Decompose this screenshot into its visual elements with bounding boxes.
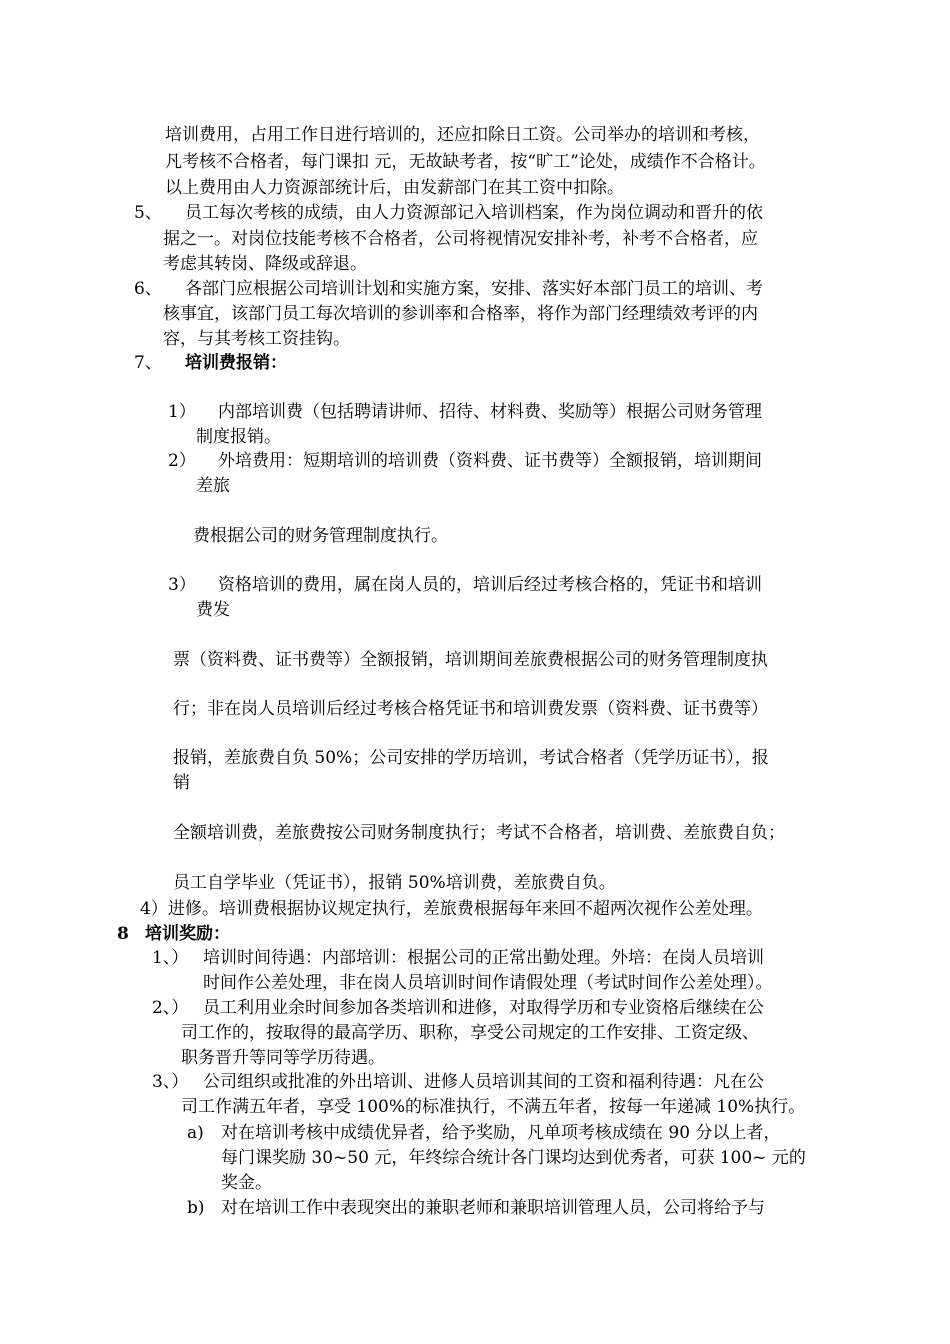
paragraph-line: 员工每次考核的成绩，由人力资源部记入培训档案，作为岗位调动和晋升的依: [185, 203, 763, 223]
list-marker: a): [187, 1123, 204, 1143]
paragraph-line: 核事宜，该部门员工每次培训的参训率和合格率，将作为部门经理绩效考评的内: [163, 304, 758, 324]
item-number: 6、: [134, 279, 162, 299]
paragraph-line: 4）进修。培训费根据协议规定执行，差旅费根据每年来回不超两次视作公差处理。: [140, 899, 763, 919]
item-number: 7、: [134, 353, 162, 373]
paragraph-line: 容，与其考核工资挂钩。: [163, 329, 350, 349]
paragraph-line: 费根据公司的财务管理制度执行。: [193, 526, 448, 546]
sub-item-number: 2）: [168, 451, 196, 471]
item-number: 3、）: [152, 1072, 189, 1092]
section-heading: 培训奖励：: [145, 924, 230, 944]
paragraph-line: 公司组织或批准的外出培训、进修人员培训其间的工资和福利待遇：凡在公: [203, 1072, 764, 1092]
sub-item-number: 3）: [168, 575, 196, 595]
list-marker: b): [187, 1198, 205, 1218]
paragraph-line: 全额培训费，差旅费按公司财务制度执行；考试不合格者，培训费、差旅费自负；: [173, 823, 785, 843]
paragraph-line: 每门课奖励 30~50 元，年终综合统计各门课均达到优秀者，可获 100~ 元的: [221, 1148, 806, 1168]
sub-item-number: 1）: [168, 402, 196, 422]
item-number: 8: [117, 924, 129, 944]
item-number: 1、）: [152, 948, 189, 968]
paragraph-line: 时间作公差处理，非在岗人员培训时间作请假处理（考试时间作公差处理）。: [203, 973, 773, 993]
paragraph-line: 费发: [196, 600, 230, 620]
item-number: 2、）: [152, 998, 189, 1018]
paragraph-line: 司工作的，按取得的最高学历、职称，享受公司规定的工作安排、工资定级、: [181, 1023, 759, 1043]
paragraph-line: 凡考核不合格者，每门课扣 元，无故缺考者，按“旷工”论处，成绩作不合格计。: [165, 152, 766, 172]
item-number: 5、: [134, 203, 162, 223]
paragraph-line: 差旅: [196, 476, 230, 496]
paragraph-line: 对在培训考核中成绩优异者，给予奖励，凡单项考核成绩在 90 分以上者，: [221, 1123, 781, 1143]
paragraph-line: 员工自学毕业（凭证书），报销 50%培训费，差旅费自负。: [173, 873, 616, 893]
paragraph-line: 考虑其转岗、降级或辞退。: [163, 254, 367, 274]
paragraph-line: 培训费用，占用工作日进行培训的，还应扣除日工资。公司举办的培训和考核，: [165, 125, 760, 145]
paragraph-line: 外培费用：短期培训的培训费（资料费、证书费等）全额报销，培训期间: [218, 451, 762, 471]
paragraph-line: 员工利用业余时间参加各类培训和进修，对取得学历和专业资格后继续在公: [203, 998, 764, 1018]
paragraph-line: 票（资料费、证书费等）全额报销，培训期间差旅费根据公司的财务管理制度执: [173, 650, 768, 670]
paragraph-line: 资格培训的费用，属在岗人员的，培训后经过考核合格的，凭证书和培训: [218, 575, 762, 595]
paragraph-line: 司工作满五年者，享受 100%的标准执行，不满五年者，按每一年递减 10%执行。: [181, 1097, 806, 1117]
paragraph-line: 制度报销。: [196, 427, 281, 447]
paragraph-line: 销: [173, 773, 190, 793]
paragraph-line: 行；非在岗人员培训后经过考核合格凭证书和培训费发票（资料费、证书费等）: [173, 699, 768, 719]
paragraph-line: 职务晋升等同等学历待遇。: [181, 1048, 385, 1068]
paragraph-line: 各部门应根据公司培训计划和实施方案，安排、落实好本部门员工的培训、考: [185, 279, 763, 299]
paragraph-line: 对在培训工作中表现突出的兼职老师和兼职培训管理人员，公司将给予与: [221, 1198, 765, 1218]
paragraph-line: 据之一。对岗位技能考核不合格者，公司将视情况安排补考，补考不合格者，应: [163, 229, 758, 249]
paragraph-line: 内部培训费（包括聘请讲师、招待、材料费、奖励等）根据公司财务管理: [218, 402, 762, 422]
paragraph-line: 培训时间待遇：内部培训：根据公司的正常出勤处理。外培：在岗人员培训: [203, 948, 764, 968]
paragraph-line: 以上费用由人力资源部统计后，由发薪部门在其工资中扣除。: [165, 178, 624, 198]
paragraph-line: 报销，差旅费自负 50%；公司安排的学历培训，考试合格者（凭学历证书），报: [173, 748, 769, 768]
paragraph-line: 奖金。: [221, 1173, 272, 1193]
section-heading: 培训费报销：: [185, 353, 287, 373]
